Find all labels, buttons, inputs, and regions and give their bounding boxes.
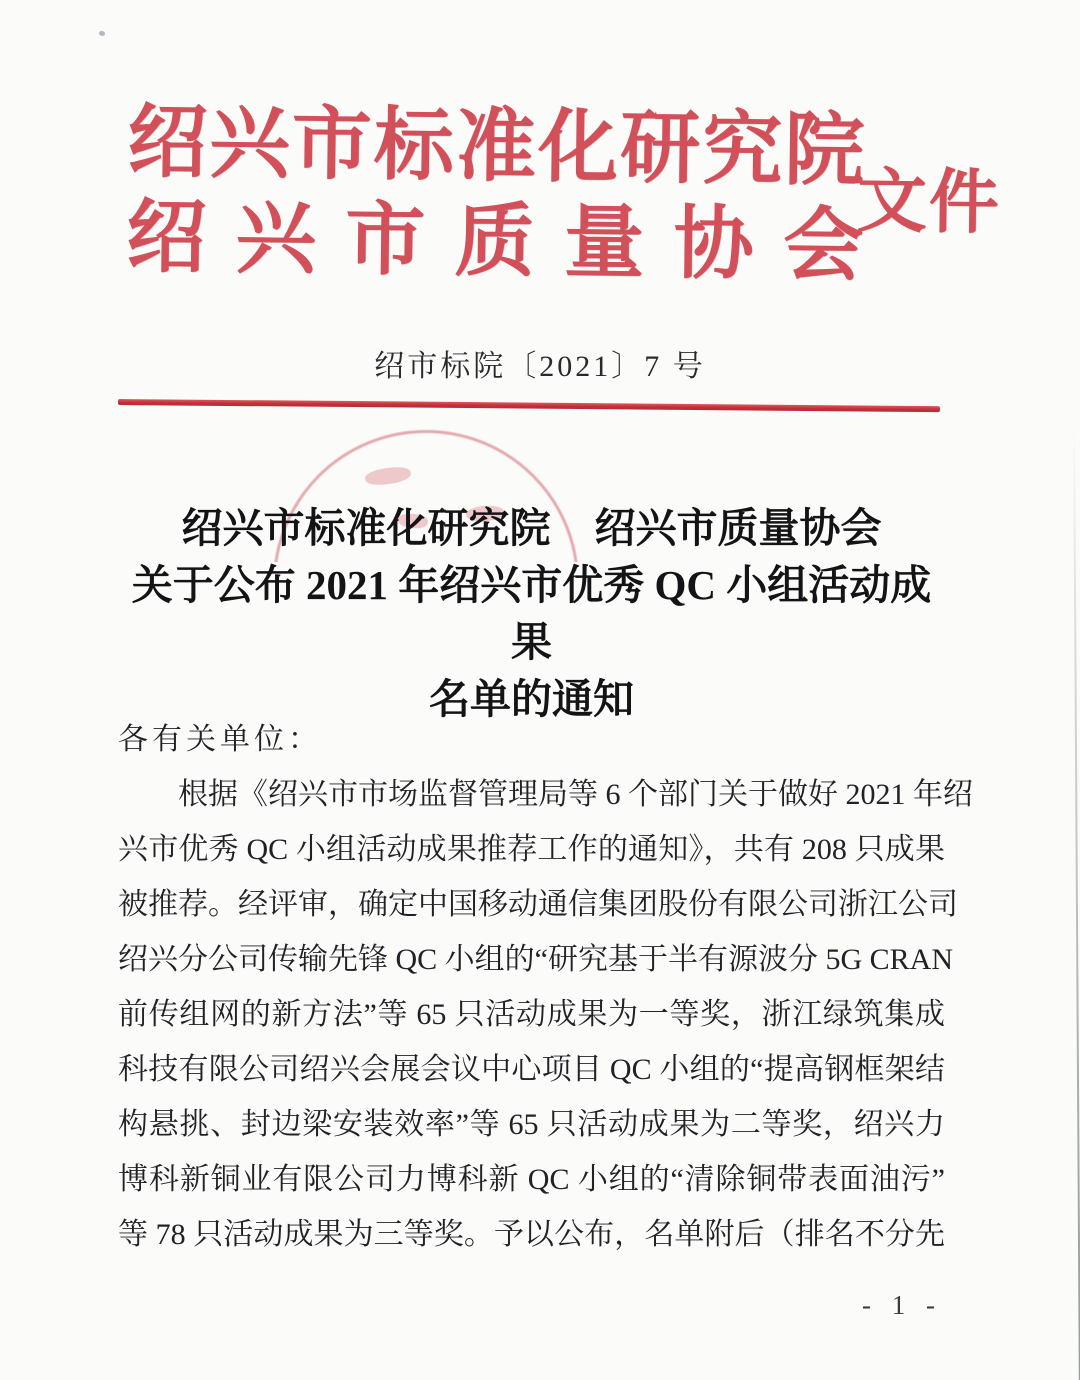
body-line: 被推荐。经评审，确定中国移动通信集团股份有限公司浙江公司 [118, 888, 958, 921]
scan-edge-artifact [1073, 425, 1080, 1380]
notice-title-line1 [118, 500, 945, 557]
body-line: 科技有限公司绍兴会展会议中心项目 QC 小组的“提高钢框架结 [118, 1053, 945, 1086]
letterhead [125, 96, 1002, 297]
body-line: 绍兴分公司传输先锋 QC 小组的“研究基于半有源波分 5G CRAN [118, 943, 954, 976]
org-name-line2: 绍 兴 市 质 量 协 会 [125, 193, 864, 291]
notice-body [118, 712, 973, 1262]
notice-title-org1: 绍兴市标准化研究院 [181, 505, 551, 551]
red-separator-line [118, 399, 940, 412]
page-number: - 1 - [862, 1290, 942, 1320]
notice-title-org2: 绍兴市质量协会 [594, 505, 882, 551]
body-line: 根据《绍兴市市场监督管理局等 6 个部门关于做好 2021 年绍 [178, 778, 973, 811]
notice-title [118, 500, 945, 728]
body-line: 兴市优秀 QC 小组活动成果推荐工作的通知》，共有 208 只成果 [118, 833, 945, 866]
body-line: 构悬挑、封边梁安装效率”等 65 只活动成果为二等奖，绍兴力 [118, 1108, 945, 1141]
body-line: 前传组网的新方法”等 65 只活动成果为一等奖，浙江绿筑集成 [118, 998, 945, 1031]
stamp-ink-fragment [364, 465, 412, 487]
body-line: 博科新铜业有限公司力博科新 QC 小组的“清除铜带表面油污” [118, 1163, 945, 1196]
body-line: 等 78 只活动成果为三等奖。予以公布，名单附后（排名不分先 [118, 1218, 945, 1251]
scan-speck [98, 30, 106, 37]
document-number: 绍市标院〔2021〕7 号 [374, 350, 706, 383]
salutation: 各有关单位： [118, 723, 322, 756]
letterhead-org-names [126, 96, 865, 295]
document-word-label: 文件 [856, 163, 1002, 243]
notice-title-line3: 名单的通知 [429, 676, 634, 722]
org-name-line1: 绍 兴 市 标 准 化 研 究 院 [126, 98, 865, 196]
notice-title-line2: 关于公布 2021 年绍兴市优秀 QC 小组活动成果 [131, 562, 932, 665]
